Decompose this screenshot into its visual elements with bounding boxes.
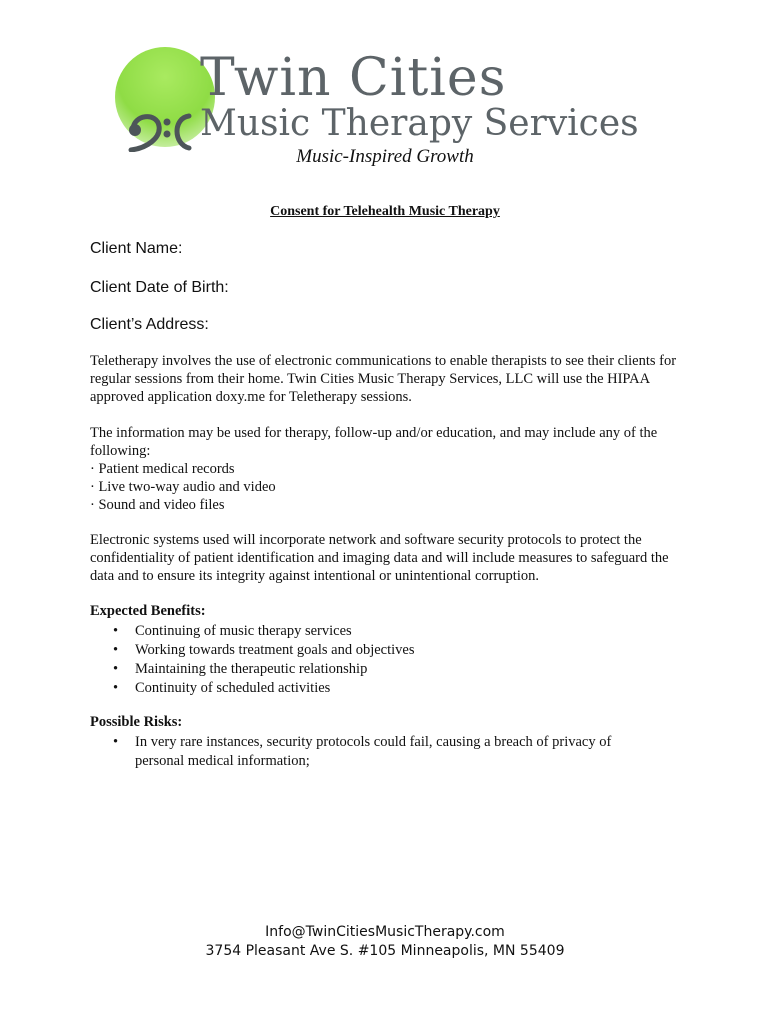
tagline: Music-Inspired Growth <box>296 146 474 167</box>
footer-email: Info@TwinCitiesMusicTherapy.com <box>265 924 505 940</box>
teletherapy-text: Teletherapy involves the use of electronic communications to enable therapists to see their clients for regular sessions from their home. Twin Cities Music Therapy Services, LLC will use the HIPAA approved application doxy.me for Teletherapy sessions. <box>90 353 677 405</box>
list-item: • Maintaining the therapeutic relationship <box>135 660 690 679</box>
client-name-label: Client Name: <box>90 240 183 257</box>
benefits-list <box>90 622 690 698</box>
risks-list <box>90 733 655 771</box>
document-title: Consent for Telehealth Music Therapy <box>270 204 500 219</box>
client-dob-label: Client Date of Birth: <box>90 279 229 296</box>
client-address-label: Client’s Address: <box>90 316 209 333</box>
benefits-heading: Expected Benefits: <box>90 603 206 619</box>
security-paragraph <box>90 531 690 585</box>
footer-address: 3754 Pleasant Ave S. #105 Minneapolis, MN 55409 <box>205 943 565 959</box>
list-item: • Working towards treatment goals and objectives <box>135 641 690 660</box>
list-item: • Continuity of scheduled activities <box>135 679 690 698</box>
information-item: · Sound and video files <box>90 497 225 513</box>
information-item: · Live two-way audio and video <box>90 479 276 495</box>
risks-heading: Possible Risks: <box>90 714 183 730</box>
brand-name-line2: Music Therapy Services <box>200 103 639 144</box>
information-paragraph <box>90 424 690 514</box>
teletherapy-paragraph <box>90 352 690 406</box>
list-item: • Continuing of music therapy services <box>135 622 690 641</box>
bass-clef-icon <box>123 92 193 152</box>
risks-section <box>90 713 690 771</box>
list-item: • In very rare instances, security protocols could fail, causing a breach of privacy of personal medical information; <box>135 733 655 771</box>
brand-name-line1: Twin Cities <box>200 48 507 108</box>
benefits-section <box>90 602 690 698</box>
information-intro: The information may be used for therapy, follow-up and/or education, and may include any of the following: <box>90 425 658 459</box>
security-text: Electronic systems used will incorporate network and software security protocols to protect the confidentiality of patient identification and imaging data and will include measures to safeguard the data and to ensure its integrity against intentional or unintentional corruption. <box>90 532 669 584</box>
information-item: · Patient medical records <box>90 461 235 477</box>
